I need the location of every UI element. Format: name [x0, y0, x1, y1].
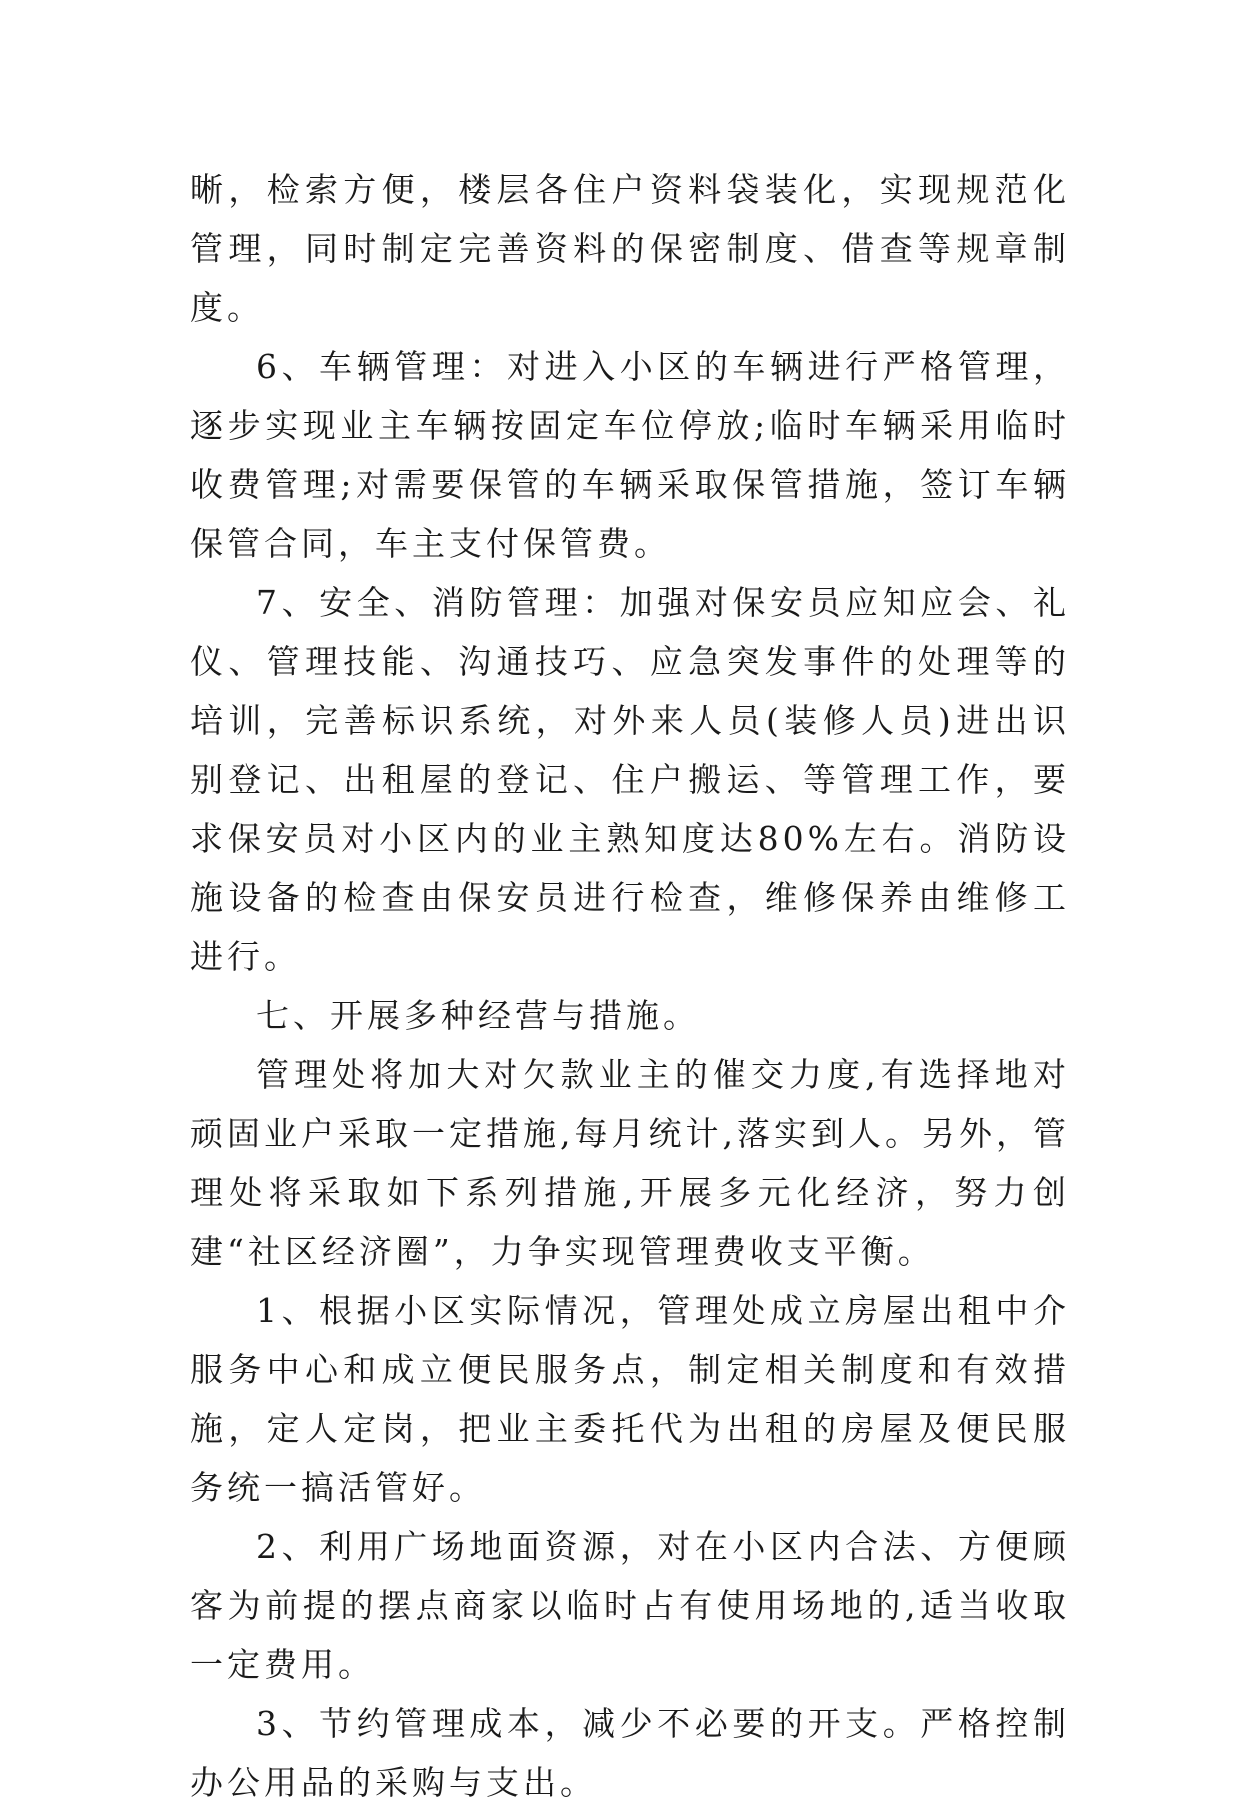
document-body	[190, 160, 1070, 1812]
paragraph-square-resources: 2、利用广场地面资源，对在小区内合法、方便顾客为前提的摆点商家以临时占有使用场地的,适当收取一定费用。	[190, 1527, 1070, 1684]
paragraph-continuation: 晰，检索方便，楼层各住户资料袋装化，实现规范化管理，同时制定完善资料的保密制度、借查等规章制度。	[190, 170, 1070, 327]
section-heading-diversified-operations: 七、开展多种经营与措施。	[256, 996, 700, 1035]
paragraph-rental-agency: 1、根据小区实际情况，管理处成立房屋出租中介服务中心和成立便民服务点，制定相关制度和有效措施，定人定岗，把业主委托代为出租的房屋及便民服务统一搞活管好。	[190, 1291, 1070, 1507]
paragraph-arrears-collection: 管理处将加大对欠款业主的催交力度,有选择地对顽固业户采取一定措施,每月统计,落实到人。另外，管理处将采取如下系列措施,开展多元化经济，努力创建“社区经济圈”，力争实现管理费收支平衡。	[190, 1055, 1070, 1271]
paragraph-vehicle-management: 6、车辆管理：对进入小区的车辆进行严格管理，逐步实现业主车辆按固定车位停放;临时车辆采用临时收费管理;对需要保管的车辆采取保管措施，签订车辆保管合同，车主支付保管费。	[190, 347, 1070, 563]
paragraph-cost-saving: 3、节约管理成本，减少不必要的开支。严格控制办公用品的采购与支出。	[190, 1704, 1070, 1802]
paragraph-security-fire-management: 7、安全、消防管理：加强对保安员应知应会、礼仪、管理技能、沟通技巧、应急突发事件的处理等的培训，完善标识系统，对外来人员(装修人员)进出识别登记、出租屋的登记、住户搬运、等管理工作，要求保安员对小区内的业主熟知度达80%左右。消防设施设备的检查由保安员进行检查，维修保养由维修工进行。	[190, 583, 1070, 976]
